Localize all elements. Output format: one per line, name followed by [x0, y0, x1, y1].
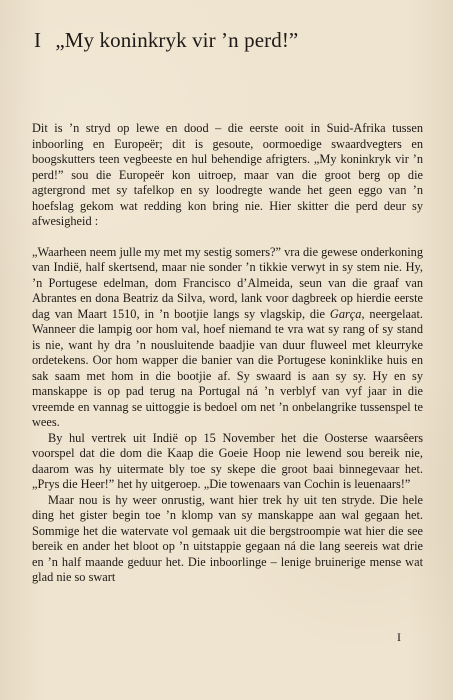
chapter-number: I: [34, 28, 42, 52]
body-text: [32, 121, 423, 586]
paragraph-4: Maar nou is hy weer onrustig, want hier trek hy uit ten stryde. Die hele ding het gister begin toe ’n klomp van sy manskappe aan wal gegaan het. Sommige het die watervate vol gemaak uit die bergstroompie wat hier die see bereik en ander het bloot op ’n uitstappie gegaan ná die lang seereis wat drie en ’n half maande geduur het. Die inboorlinge – lenige bruinerige mense wat glad nie so swart: [32, 492, 423, 584]
paragraph-2-part-1: „Waarheen neem julle my met my sestig somers?” vra die gewese onderkoning van Indië, half skertsend, maar nie sonder ’n tikkie verwyt in sy stem nie. Hy, ’n Portugese edelman, dom Francisco d’Almeida, seun van die graaf van Abrantes en dona Beatriz da Silva, word, lank voor dagbreek op hierdie eerste dag van Maart 1510, in ’n bootjie langs sy vlagskip, die: [32, 244, 423, 321]
paragraph-1: Dit is ’n stryd op lewe en dood – die eerste ooit in Suid-Afrika tussen inboorling en Europeër; dit is gesoute, oormoedige swaardvegters en boogskutters teen vegbeeste en hul behendige afrigters. „My koninkryk vir ’n perd!” sou die Europeër kon uitroep, maar van die groot berg op die agtergrond met sy tafelkop en sy loodregte wande het geen eggo van ’n hoefslag gekom wat redding kon bring nie. Hier skitter die perd deur sy afwesigheid :: [32, 121, 423, 228]
chapter-heading: [34, 28, 414, 52]
paragraph-2: [32, 245, 423, 431]
chapter-title: „My koninkryk vir ’n perd!”: [55, 28, 299, 52]
paragraph-3: By hul vertrek uit Indië op 15 November het die Oosterse waarsêers voorspel dat die dom die Kaap die Goeie Hoop nie lewend sou bereik nie, daarom was hy uitermate bly toe sy skepe die groot baai binnegevaar het. „Prys die Heer!” het hy uitgeroep. „Die towenaars van Cochin is leuenaars!”: [32, 430, 423, 491]
paragraph-2-part-2: , neergelaat. Wanneer die lampig oor hom val, hoef niemand te vra wat sy rang of sy stand is nie, want hy dra ’n nousluitende baadjie van duur fluweel met kleurryke ordetekens. Oor hom wapper die banier van die Portugese koninklike huis en sak saam met hom in die bootjie af. Sy swaard is aan sy sy. Hy en sy manskappe is op pad terug na Portugal ná ’n verblyf van vyf jaar in die vreemde en vannag se uittoggie is bedoel om net ’n onbelangrike tussenspel te wees.: [32, 306, 424, 429]
page-number: I: [397, 630, 401, 644]
ship-name: Garça: [329, 306, 362, 321]
